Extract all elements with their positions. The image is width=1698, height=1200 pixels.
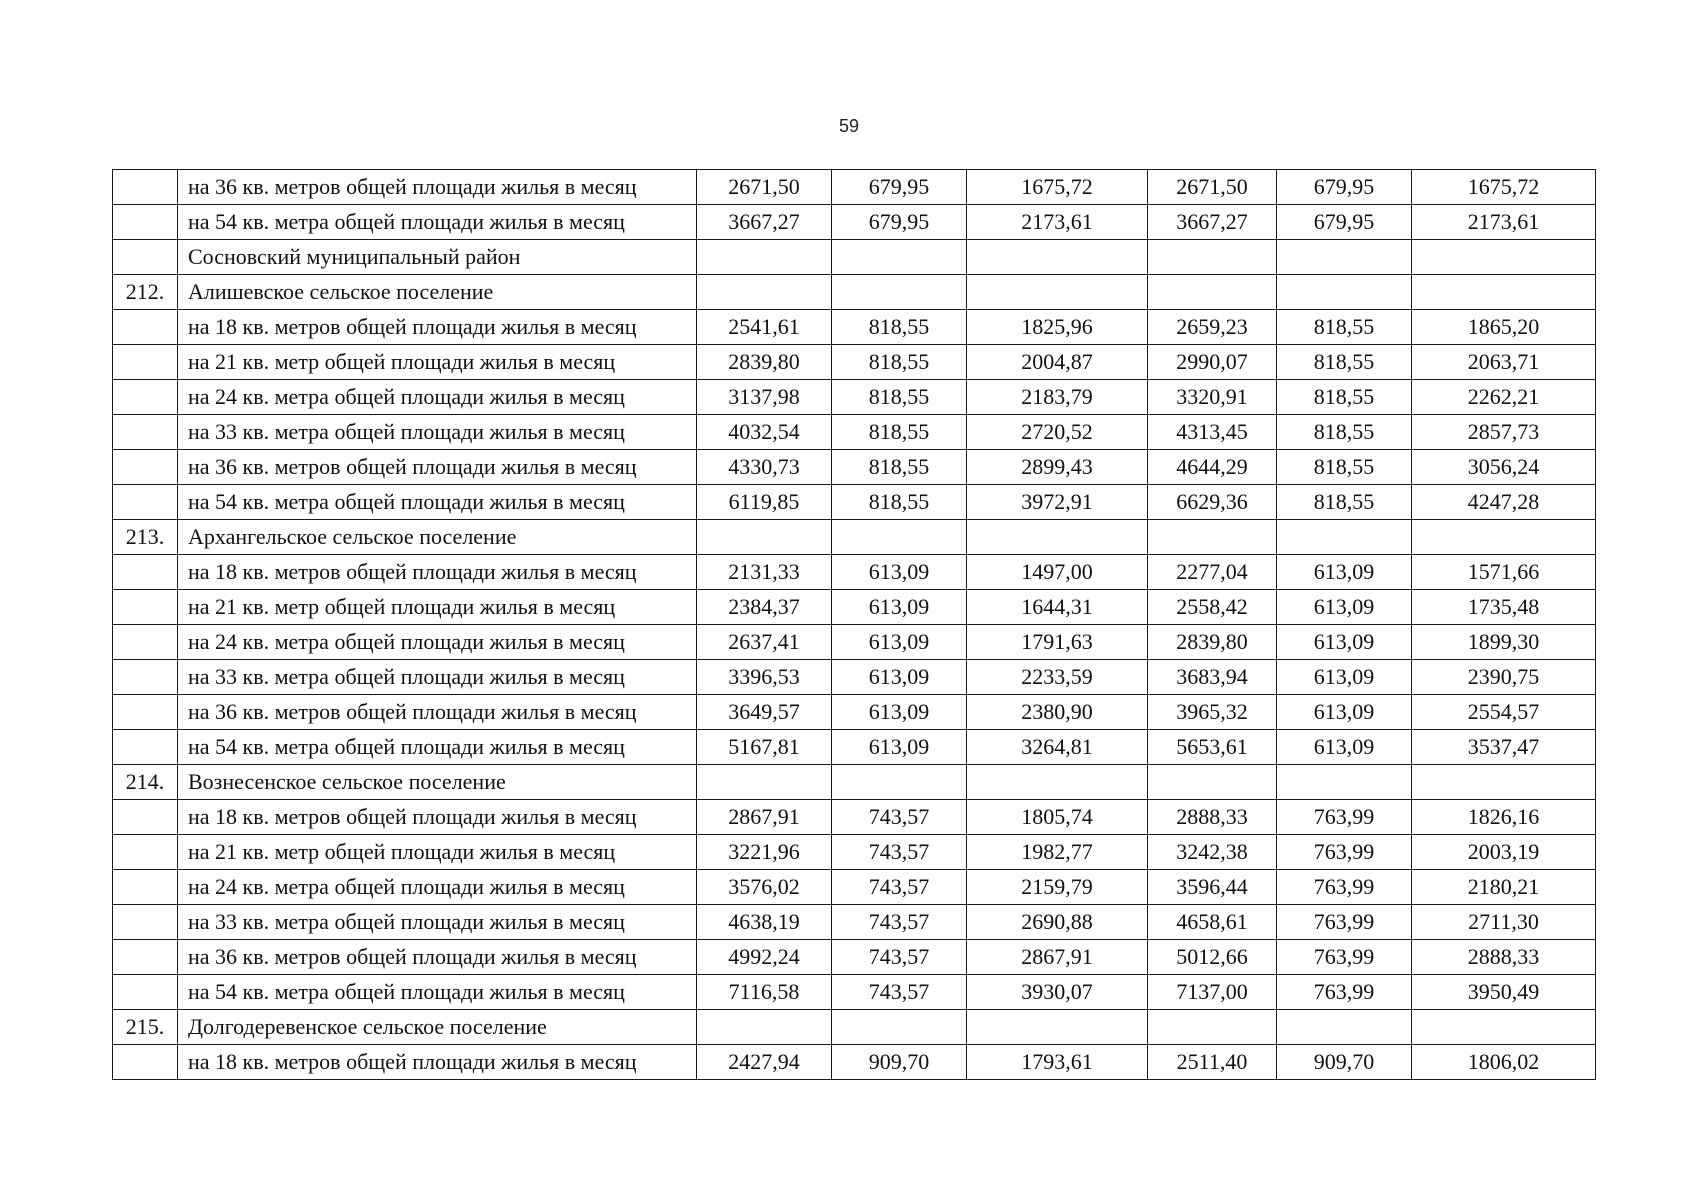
table-row <box>113 590 1596 625</box>
value-cell-4: 3965,32 <box>1148 695 1277 730</box>
value-cell-4: 3683,94 <box>1148 660 1277 695</box>
value-cell-6: 1571,66 <box>1412 555 1596 590</box>
row-name-cell: Архангельское сельское поселение <box>178 520 697 555</box>
value-cell-4: 3320,91 <box>1148 380 1277 415</box>
table-row <box>113 870 1596 905</box>
value-cell-2 <box>832 275 967 310</box>
value-cell-5: 613,09 <box>1277 660 1412 695</box>
row-index-cell <box>113 975 178 1010</box>
table-row <box>113 730 1596 765</box>
value-cell-5 <box>1277 275 1412 310</box>
value-cell-4: 2888,33 <box>1148 800 1277 835</box>
value-cell-6: 2173,61 <box>1412 205 1596 240</box>
table-row <box>113 380 1596 415</box>
value-cell-3: 2173,61 <box>967 205 1148 240</box>
value-cell-4: 4658,61 <box>1148 905 1277 940</box>
table-row <box>113 205 1596 240</box>
value-cell-1 <box>697 1010 832 1045</box>
row-index-cell <box>113 835 178 870</box>
value-cell-5: 763,99 <box>1277 940 1412 975</box>
value-cell-2: 818,55 <box>832 485 967 520</box>
value-cell-5: 679,95 <box>1277 205 1412 240</box>
value-cell-5: 613,09 <box>1277 695 1412 730</box>
row-name-cell: на 18 кв. метров общей площади жилья в месяц <box>178 800 697 835</box>
value-cell-4: 2511,40 <box>1148 1045 1277 1080</box>
table-row <box>113 695 1596 730</box>
value-cell-5: 613,09 <box>1277 555 1412 590</box>
row-name-cell: на 33 кв. метра общей площади жилья в месяц <box>178 415 697 450</box>
value-cell-1: 2867,91 <box>697 800 832 835</box>
table-row <box>113 660 1596 695</box>
value-cell-1: 4032,54 <box>697 415 832 450</box>
table-row <box>113 1045 1596 1080</box>
row-index-cell: 214. <box>113 765 178 800</box>
row-index-cell <box>113 555 178 590</box>
value-cell-6 <box>1412 765 1596 800</box>
value-cell-2: 679,95 <box>832 205 967 240</box>
row-index-cell <box>113 345 178 380</box>
value-cell-2: 909,70 <box>832 1045 967 1080</box>
table-row <box>113 485 1596 520</box>
value-cell-5: 763,99 <box>1277 800 1412 835</box>
value-cell-3: 2004,87 <box>967 345 1148 380</box>
row-index-cell <box>113 625 178 660</box>
value-cell-4 <box>1148 765 1277 800</box>
table-row <box>113 1010 1596 1045</box>
row-name-cell: на 21 кв. метр общей площади жилья в месяц <box>178 590 697 625</box>
value-cell-1: 2839,80 <box>697 345 832 380</box>
value-cell-5: 818,55 <box>1277 485 1412 520</box>
row-index-cell <box>113 905 178 940</box>
value-cell-1: 4638,19 <box>697 905 832 940</box>
table-row <box>113 975 1596 1010</box>
value-cell-1: 2384,37 <box>697 590 832 625</box>
row-name-cell: на 21 кв. метр общей площади жилья в месяц <box>178 835 697 870</box>
row-name-cell: на 36 кв. метров общей площади жилья в месяц <box>178 940 697 975</box>
value-cell-5: 763,99 <box>1277 835 1412 870</box>
row-name-cell: на 24 кв. метра общей площади жилья в месяц <box>178 625 697 660</box>
table-row <box>113 835 1596 870</box>
value-cell-6: 4247,28 <box>1412 485 1596 520</box>
value-cell-4 <box>1148 1010 1277 1045</box>
value-cell-6: 2063,71 <box>1412 345 1596 380</box>
value-cell-2: 818,55 <box>832 415 967 450</box>
value-cell-1: 5167,81 <box>697 730 832 765</box>
value-cell-5: 763,99 <box>1277 975 1412 1010</box>
value-cell-1: 3137,98 <box>697 380 832 415</box>
value-cell-3: 1791,63 <box>967 625 1148 660</box>
row-name-cell: на 21 кв. метр общей площади жилья в месяц <box>178 345 697 380</box>
value-cell-4: 2839,80 <box>1148 625 1277 660</box>
value-cell-6: 2857,73 <box>1412 415 1596 450</box>
value-cell-1: 2131,33 <box>697 555 832 590</box>
row-index-cell <box>113 240 178 275</box>
row-name-cell: Сосновский муниципальный район <box>178 240 697 275</box>
value-cell-5: 763,99 <box>1277 870 1412 905</box>
table-row <box>113 450 1596 485</box>
row-index-cell: 212. <box>113 275 178 310</box>
row-index-cell <box>113 590 178 625</box>
table-row <box>113 940 1596 975</box>
row-index-cell <box>113 205 178 240</box>
value-cell-3: 1805,74 <box>967 800 1148 835</box>
value-cell-2: 613,09 <box>832 660 967 695</box>
value-cell-5 <box>1277 520 1412 555</box>
value-cell-6: 2003,19 <box>1412 835 1596 870</box>
value-cell-1: 4330,73 <box>697 450 832 485</box>
value-cell-3: 3972,91 <box>967 485 1148 520</box>
value-cell-2 <box>832 520 967 555</box>
value-cell-6 <box>1412 240 1596 275</box>
row-name-cell: на 24 кв. метра общей площади жилья в месяц <box>178 870 697 905</box>
row-name-cell: на 54 кв. метра общей площади жилья в месяц <box>178 485 697 520</box>
value-cell-4: 2990,07 <box>1148 345 1277 380</box>
row-index-cell: 213. <box>113 520 178 555</box>
value-cell-5 <box>1277 1010 1412 1045</box>
value-cell-1: 2541,61 <box>697 310 832 345</box>
row-index-cell: 215. <box>113 1010 178 1045</box>
value-cell-6 <box>1412 1010 1596 1045</box>
row-index-cell <box>113 940 178 975</box>
value-cell-5: 818,55 <box>1277 310 1412 345</box>
value-cell-1 <box>697 520 832 555</box>
value-cell-6 <box>1412 520 1596 555</box>
row-index-cell <box>113 380 178 415</box>
value-cell-5: 818,55 <box>1277 415 1412 450</box>
table-row <box>113 310 1596 345</box>
row-index-cell <box>113 660 178 695</box>
value-cell-5: 613,09 <box>1277 590 1412 625</box>
value-cell-2: 818,55 <box>832 310 967 345</box>
value-cell-4: 7137,00 <box>1148 975 1277 1010</box>
value-cell-2: 743,57 <box>832 800 967 835</box>
row-index-cell <box>113 450 178 485</box>
table-row <box>113 520 1596 555</box>
value-cell-5: 679,95 <box>1277 170 1412 205</box>
value-cell-5: 818,55 <box>1277 380 1412 415</box>
value-cell-5: 818,55 <box>1277 450 1412 485</box>
value-cell-6: 3537,47 <box>1412 730 1596 765</box>
row-index-cell <box>113 170 178 205</box>
table-row <box>113 625 1596 660</box>
value-cell-1 <box>697 240 832 275</box>
value-cell-6: 2554,57 <box>1412 695 1596 730</box>
value-cell-2: 743,57 <box>832 870 967 905</box>
value-cell-1: 3576,02 <box>697 870 832 905</box>
value-cell-1: 4992,24 <box>697 940 832 975</box>
value-cell-3: 3930,07 <box>967 975 1148 1010</box>
row-index-cell <box>113 310 178 345</box>
table-row <box>113 555 1596 590</box>
value-cell-4 <box>1148 275 1277 310</box>
value-cell-6: 3950,49 <box>1412 975 1596 1010</box>
row-index-cell <box>113 870 178 905</box>
value-cell-3 <box>967 240 1148 275</box>
value-cell-6: 2390,75 <box>1412 660 1596 695</box>
value-cell-4: 6629,36 <box>1148 485 1277 520</box>
value-cell-4 <box>1148 520 1277 555</box>
value-cell-1: 3396,53 <box>697 660 832 695</box>
value-cell-3: 1982,77 <box>967 835 1148 870</box>
value-cell-3: 2720,52 <box>967 415 1148 450</box>
value-cell-5: 763,99 <box>1277 905 1412 940</box>
value-cell-4: 4644,29 <box>1148 450 1277 485</box>
row-name-cell: на 36 кв. метров общей площади жилья в месяц <box>178 695 697 730</box>
value-cell-6: 1806,02 <box>1412 1045 1596 1080</box>
table-body <box>113 170 1596 1080</box>
row-name-cell: на 33 кв. метра общей площади жилья в месяц <box>178 660 697 695</box>
value-cell-2: 743,57 <box>832 835 967 870</box>
value-cell-4: 5653,61 <box>1148 730 1277 765</box>
value-cell-5: 613,09 <box>1277 625 1412 660</box>
value-cell-6: 1899,30 <box>1412 625 1596 660</box>
table-row <box>113 800 1596 835</box>
value-cell-2: 743,57 <box>832 905 967 940</box>
value-cell-2: 743,57 <box>832 975 967 1010</box>
row-name-cell: на 18 кв. метров общей площади жилья в месяц <box>178 310 697 345</box>
value-cell-1: 7116,58 <box>697 975 832 1010</box>
row-name-cell: на 18 кв. метров общей площади жилья в месяц <box>178 555 697 590</box>
row-index-cell <box>113 695 178 730</box>
value-cell-3: 1793,61 <box>967 1045 1148 1080</box>
value-cell-1: 3221,96 <box>697 835 832 870</box>
value-cell-4: 2277,04 <box>1148 555 1277 590</box>
value-cell-2: 613,09 <box>832 695 967 730</box>
value-cell-1 <box>697 765 832 800</box>
row-name-cell: на 36 кв. метров общей площади жилья в месяц <box>178 450 697 485</box>
row-index-cell <box>113 800 178 835</box>
value-cell-4: 2671,50 <box>1148 170 1277 205</box>
value-cell-6: 2180,21 <box>1412 870 1596 905</box>
value-cell-3: 2899,43 <box>967 450 1148 485</box>
value-cell-6: 2888,33 <box>1412 940 1596 975</box>
value-cell-5: 909,70 <box>1277 1045 1412 1080</box>
value-cell-5 <box>1277 765 1412 800</box>
value-cell-2: 613,09 <box>832 730 967 765</box>
value-cell-4: 3596,44 <box>1148 870 1277 905</box>
value-cell-4 <box>1148 240 1277 275</box>
value-cell-3: 2233,59 <box>967 660 1148 695</box>
table-row <box>113 240 1596 275</box>
value-cell-3 <box>967 275 1148 310</box>
value-cell-3 <box>967 520 1148 555</box>
row-index-cell <box>113 1045 178 1080</box>
value-cell-5 <box>1277 240 1412 275</box>
value-cell-6: 2711,30 <box>1412 905 1596 940</box>
value-cell-1: 3649,57 <box>697 695 832 730</box>
row-name-cell: Алишевское сельское поселение <box>178 275 697 310</box>
value-cell-3 <box>967 1010 1148 1045</box>
row-name-cell: Долгодеревенское сельское поселение <box>178 1010 697 1045</box>
value-cell-2 <box>832 765 967 800</box>
value-cell-1: 2637,41 <box>697 625 832 660</box>
value-cell-4: 2659,23 <box>1148 310 1277 345</box>
value-cell-6: 1826,16 <box>1412 800 1596 835</box>
row-name-cell: Вознесенское сельское поселение <box>178 765 697 800</box>
value-cell-1: 3667,27 <box>697 205 832 240</box>
row-index-cell <box>113 485 178 520</box>
row-name-cell: на 33 кв. метра общей площади жилья в месяц <box>178 905 697 940</box>
value-cell-4: 2558,42 <box>1148 590 1277 625</box>
value-cell-6: 1735,48 <box>1412 590 1596 625</box>
table-row <box>113 345 1596 380</box>
value-cell-2 <box>832 240 967 275</box>
value-cell-3: 2867,91 <box>967 940 1148 975</box>
table-row <box>113 905 1596 940</box>
value-cell-3: 1675,72 <box>967 170 1148 205</box>
value-cell-3: 3264,81 <box>967 730 1148 765</box>
table-row <box>113 415 1596 450</box>
value-cell-3 <box>967 765 1148 800</box>
value-cell-6: 1675,72 <box>1412 170 1596 205</box>
value-cell-2: 679,95 <box>832 170 967 205</box>
value-cell-2 <box>832 1010 967 1045</box>
value-cell-4: 4313,45 <box>1148 415 1277 450</box>
row-name-cell: на 36 кв. метров общей площади жилья в месяц <box>178 170 697 205</box>
value-cell-3: 2159,79 <box>967 870 1148 905</box>
value-cell-5: 613,09 <box>1277 730 1412 765</box>
value-cell-3: 2690,88 <box>967 905 1148 940</box>
row-name-cell: на 18 кв. метров общей площади жилья в месяц <box>178 1045 697 1080</box>
row-name-cell: на 54 кв. метра общей площади жилья в месяц <box>178 205 697 240</box>
table-row <box>113 765 1596 800</box>
value-cell-2: 743,57 <box>832 940 967 975</box>
row-index-cell <box>113 730 178 765</box>
value-cell-2: 818,55 <box>832 345 967 380</box>
value-cell-3: 1644,31 <box>967 590 1148 625</box>
row-name-cell: на 54 кв. метра общей площади жилья в месяц <box>178 730 697 765</box>
value-cell-2: 613,09 <box>832 555 967 590</box>
value-cell-3: 2380,90 <box>967 695 1148 730</box>
value-cell-2: 613,09 <box>832 590 967 625</box>
tariff-table <box>112 169 1596 1080</box>
value-cell-2: 818,55 <box>832 450 967 485</box>
table-row <box>113 275 1596 310</box>
value-cell-3: 2183,79 <box>967 380 1148 415</box>
value-cell-2: 818,55 <box>832 380 967 415</box>
value-cell-6: 2262,21 <box>1412 380 1596 415</box>
value-cell-3: 1497,00 <box>967 555 1148 590</box>
value-cell-6: 3056,24 <box>1412 450 1596 485</box>
value-cell-3: 1825,96 <box>967 310 1148 345</box>
value-cell-6 <box>1412 275 1596 310</box>
row-name-cell: на 24 кв. метра общей площади жилья в месяц <box>178 380 697 415</box>
value-cell-1: 2427,94 <box>697 1045 832 1080</box>
value-cell-1 <box>697 275 832 310</box>
value-cell-1: 6119,85 <box>697 485 832 520</box>
table-row <box>113 170 1596 205</box>
row-index-cell <box>113 415 178 450</box>
value-cell-1: 2671,50 <box>697 170 832 205</box>
value-cell-4: 3667,27 <box>1148 205 1277 240</box>
value-cell-6: 1865,20 <box>1412 310 1596 345</box>
page-number: 59 <box>838 116 860 136</box>
row-name-cell: на 54 кв. метра общей площади жилья в месяц <box>178 975 697 1010</box>
value-cell-4: 5012,66 <box>1148 940 1277 975</box>
value-cell-4: 3242,38 <box>1148 835 1277 870</box>
value-cell-2: 613,09 <box>832 625 967 660</box>
value-cell-5: 818,55 <box>1277 345 1412 380</box>
